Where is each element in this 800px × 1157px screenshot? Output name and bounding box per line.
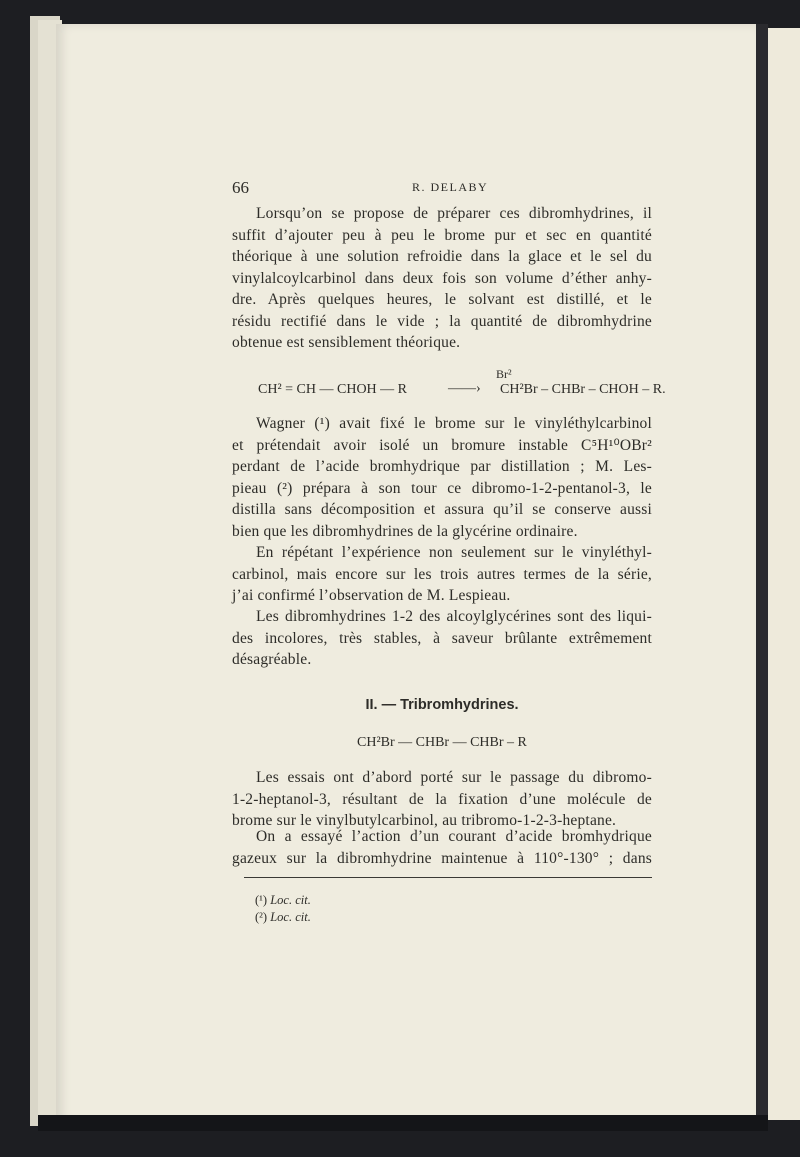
facing-page xyxy=(768,28,800,1120)
section-heading: II. — Tribromhydrines. xyxy=(365,697,519,713)
text-line: désagréable. xyxy=(232,651,312,668)
text-line: carbinol, mais encore sur les trois autres termes de la série, xyxy=(232,565,652,583)
text-line: théorique à une solution refroidie dans la glace et le sel du xyxy=(232,248,652,265)
text-line: suffit d’ajouter peu à peu le brome pur et sec en quantité xyxy=(232,226,652,244)
footnote-rule xyxy=(244,877,652,878)
text-line: j’ai confirmé l’observation de M. Lespieau. xyxy=(232,587,511,604)
page-number: 66 xyxy=(232,178,249,197)
formula-reactant: CH² = CH — CHOH — R xyxy=(258,382,407,397)
text-line: Les essais ont d’abord porté sur le passage du dibromo- xyxy=(256,769,652,786)
paragraph-2 xyxy=(232,413,652,542)
text-line: perdant de l’acide bromhydrique par distillation ; M. Les- xyxy=(232,458,652,475)
book-bottom-edge xyxy=(38,1115,768,1131)
text-line: des incolores, très stables, à saveur brûlante extrêmement xyxy=(232,629,652,647)
text-line: résidu rectifié dans le vide ; la quantité de dibromhydrine xyxy=(232,312,652,330)
formula-reagent: Br² xyxy=(496,367,512,381)
text-line: et prétendait avoir isolé un bromure instable C⁵H¹⁰OBr² xyxy=(232,436,652,454)
footnote-mark: (¹) xyxy=(255,893,268,907)
text-line: En répétant l’expérience non seulement sur le vinyléthyl- xyxy=(256,544,652,561)
footnote-2 xyxy=(255,910,311,925)
text-line: vinylalcoylcarbinol dans deux fois son volume d’éther anhy- xyxy=(232,269,652,287)
paragraph-4 xyxy=(232,606,652,671)
text-line: bien que les dibromhydrines de la glycérine ordinaire. xyxy=(232,522,578,540)
reaction-arrow: ——› xyxy=(448,381,481,396)
text-line: gazeux sur la dibromhydrine maintenue à 110°-130° ; dans xyxy=(232,849,652,867)
text-line: Lorsqu’on se propose de préparer ces dibromhydrines, il xyxy=(256,205,652,222)
text-line: brome sur le vinylbutylcarbinol, au tribromo-1-2-3-heptane. xyxy=(232,812,617,829)
running-head-author: R. DELABY xyxy=(412,180,489,194)
paragraph-3 xyxy=(232,542,652,607)
text-line: distilla sans décomposition et assura qu’il se conserve aussi xyxy=(232,501,652,518)
paragraph-5 xyxy=(232,767,652,832)
text-line: dre. Après quelques heures, le solvant est distillé, et le xyxy=(232,291,652,308)
paragraph-1 xyxy=(232,203,652,354)
text-line: obtenue est sensiblement théorique. xyxy=(232,334,461,351)
book-gutter xyxy=(756,24,768,1124)
formula-product: CH²Br – CHBr – CHOH – R. xyxy=(500,382,666,397)
text-line: pieau (²) prépara à son tour ce dibromo-1-2-pentanol-3, le xyxy=(232,479,652,497)
text-line: Wagner (¹) avait fixé le brome sur le vinyléthylcarbinol xyxy=(256,415,652,432)
formula-tribromhydrine: CH²Br — CHBr — CHBr – R xyxy=(357,735,527,750)
footnote-mark: (²) xyxy=(255,910,268,924)
footnote-text: Loc. cit. xyxy=(270,910,311,924)
text-line: 1-2-heptanol-3, résultant de la fixation d’une molécule de xyxy=(232,790,652,808)
paragraph-6 xyxy=(232,826,652,869)
footnote-text: Loc. cit. xyxy=(270,893,311,907)
text-line: On a essayé l’action d’un courant d’acide bromhydrique xyxy=(256,828,652,845)
footnote-1 xyxy=(255,893,311,908)
text-line: Les dibromhydrines 1-2 des alcoylglycérines sont des liqui- xyxy=(256,608,652,625)
